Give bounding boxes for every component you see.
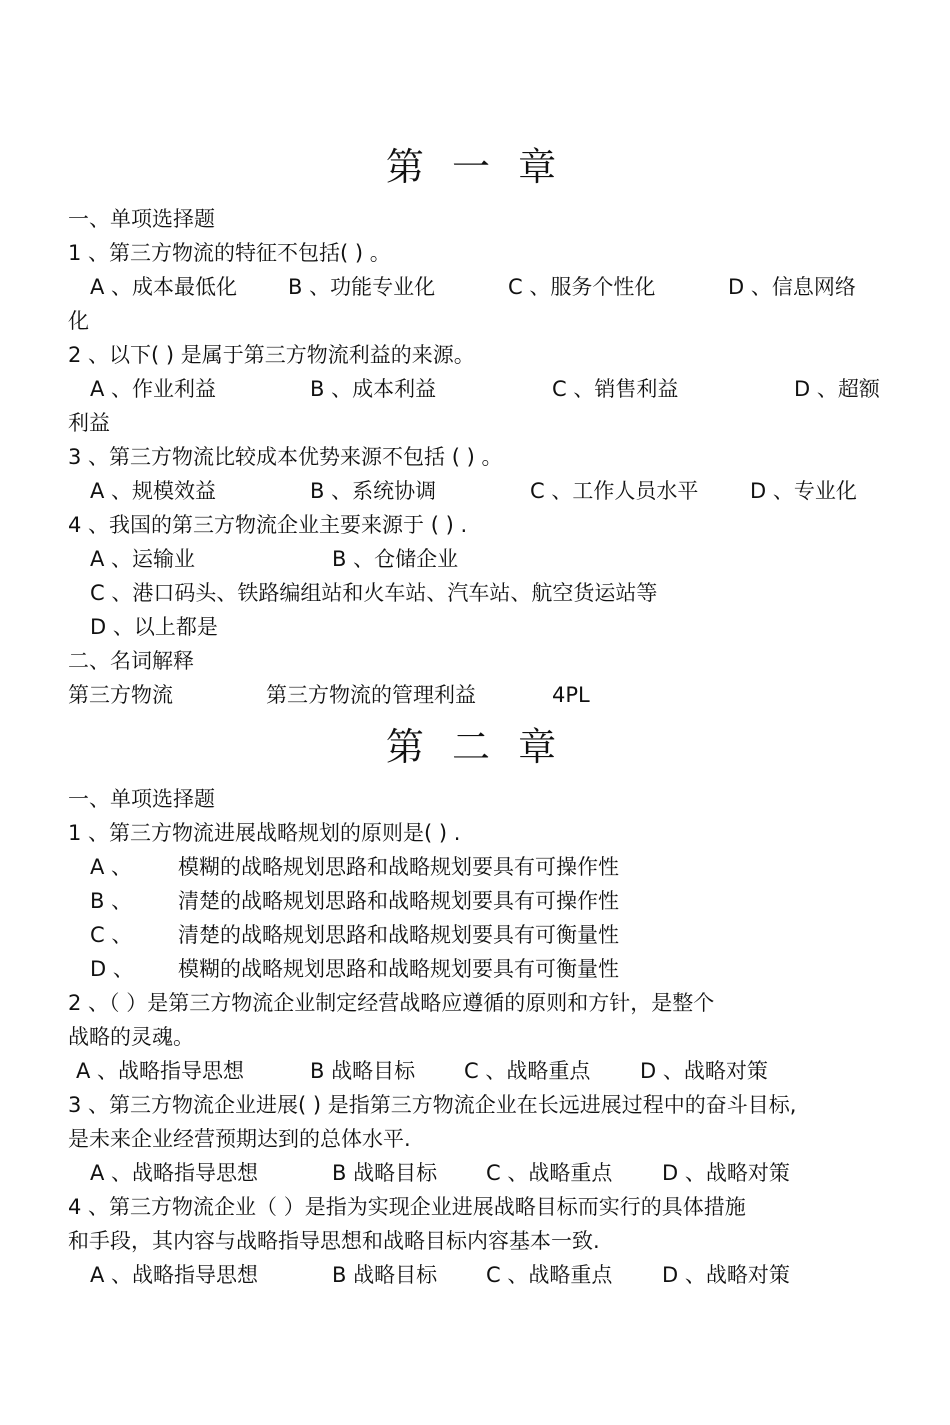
ch2-q1-option-b: 清楚的战略规划思路和战略规划要具有可操作性 xyxy=(178,889,619,913)
ch1-q2-option-c: C 、销售利益 xyxy=(552,377,679,401)
ch2-section-single-choice: 一、单项选择题 xyxy=(68,787,215,811)
ch1-q1-stem: 1 、第三方物流的特征不包括( ) 。 xyxy=(68,241,391,265)
ch1-q4-option-d: D 、以上都是 xyxy=(90,615,218,639)
ch1-q2-option-a: A 、作业利益 xyxy=(90,377,217,401)
ch1-term-2: 第三方物流的管理利益 xyxy=(266,683,476,707)
ch2-q4-option-c: C 、战略重点 xyxy=(486,1263,613,1287)
ch2-q2-option-b: B 战略目标 xyxy=(310,1059,416,1083)
ch2-q4-stem: 4 、第三方物流企业（ ）是指为实现企业进展战略目标而实行的具体措施 xyxy=(68,1195,746,1219)
ch2-q1-option-a: 模糊的战略规划思路和战略规划要具有可操作性 xyxy=(178,855,619,879)
ch2-q4-stem-continued: 和手段，其内容与战略指导思想和战略目标内容基本一致. xyxy=(68,1229,600,1253)
ch2-q3-option-b: B 战略目标 xyxy=(332,1161,438,1185)
ch1-q3-option-a: A 、规模效益 xyxy=(90,479,217,503)
chapter-2-title: 第 二 章 xyxy=(385,725,565,769)
ch1-q3-stem: 3 、第三方物流比较成本优势来源不包括 ( ) 。 xyxy=(68,445,503,469)
ch1-q3-option-d: D 、专业化 xyxy=(750,479,857,503)
ch1-q2-stem: 2 、以下( ) 是属于第三方物流利益的来源。 xyxy=(68,343,475,367)
ch2-q3-option-d: D 、战略对策 xyxy=(662,1161,790,1185)
ch1-q4-option-c: C 、港口码头、铁路编组站和火车站、汽车站、航空货运站等 xyxy=(90,581,658,605)
ch1-q1-option-c: C 、服务个性化 xyxy=(508,275,656,299)
ch2-q1-option-b-label: B 、 xyxy=(90,889,133,913)
ch1-term-3: 4PL xyxy=(552,683,590,707)
ch2-q2-option-d: D 、战略对策 xyxy=(640,1059,768,1083)
ch2-q2-option-a: A 、战略指导思想 xyxy=(76,1059,245,1083)
ch1-q1-option-a: A 、成本最低化 xyxy=(90,275,238,299)
ch1-q2-option-d: D 、超额 xyxy=(794,377,880,401)
ch1-q4-stem: 4 、我国的第三方物流企业主要来源于 ( ) . xyxy=(68,513,468,537)
ch1-q1-option-d-continued: 化 xyxy=(68,309,89,333)
ch2-q4-option-a: A 、战略指导思想 xyxy=(90,1263,259,1287)
ch2-q1-option-a-label: A 、 xyxy=(90,855,133,879)
ch2-q1-option-d: 模糊的战略规划思路和战略规划要具有可衡量性 xyxy=(178,957,619,981)
ch2-q3-stem-continued: 是未来企业经营预期达到的总体水平. xyxy=(68,1127,411,1151)
ch1-q1-option-b: B 、功能专业化 xyxy=(288,275,436,299)
ch1-section-single-choice: 一、单项选择题 xyxy=(68,207,215,231)
ch1-q3-option-b: B 、系统协调 xyxy=(310,479,437,503)
ch2-q2-stem: 2 、（ ）是第三方物流企业制定经营战略应遵循的原则和方针，是整个 xyxy=(68,991,715,1015)
ch1-q3-option-c: C 、工作人员水平 xyxy=(530,479,699,503)
ch2-q4-option-b: B 战略目标 xyxy=(332,1263,438,1287)
ch1-q4-option-a: A 、运输业 xyxy=(90,547,196,571)
ch2-q2-option-c: C 、战略重点 xyxy=(464,1059,591,1083)
ch1-q2-option-b: B 、成本利益 xyxy=(310,377,437,401)
ch2-q1-option-c: 清楚的战略规划思路和战略规划要具有可衡量性 xyxy=(178,923,619,947)
ch1-q4-option-b: B 、仓储企业 xyxy=(332,547,459,571)
ch1-q1-option-d: D 、信息网络 xyxy=(728,275,856,299)
ch2-q3-stem: 3 、第三方物流企业进展( ) 是指第三方物流企业在长远进展过程中的奋斗目标, xyxy=(68,1093,797,1117)
chapter-1-title: 第 一 章 xyxy=(385,145,565,189)
ch2-q4-option-d: D 、战略对策 xyxy=(662,1263,790,1287)
ch2-q1-option-c-label: C 、 xyxy=(90,923,133,947)
ch2-q3-option-a: A 、战略指导思想 xyxy=(90,1161,259,1185)
ch2-q2-stem-continued: 战略的灵魂。 xyxy=(68,1025,194,1049)
ch1-section-terms: 二、名词解释 xyxy=(68,649,194,673)
ch1-q2-option-d-continued: 利益 xyxy=(68,411,110,435)
ch2-q3-option-c: C 、战略重点 xyxy=(486,1161,613,1185)
ch2-q1-option-d-label: D 、 xyxy=(90,957,134,981)
ch2-q1-stem: 1 、第三方物流进展战略规划的原则是( ) . xyxy=(68,821,461,845)
ch1-term-1: 第三方物流 xyxy=(68,683,173,707)
